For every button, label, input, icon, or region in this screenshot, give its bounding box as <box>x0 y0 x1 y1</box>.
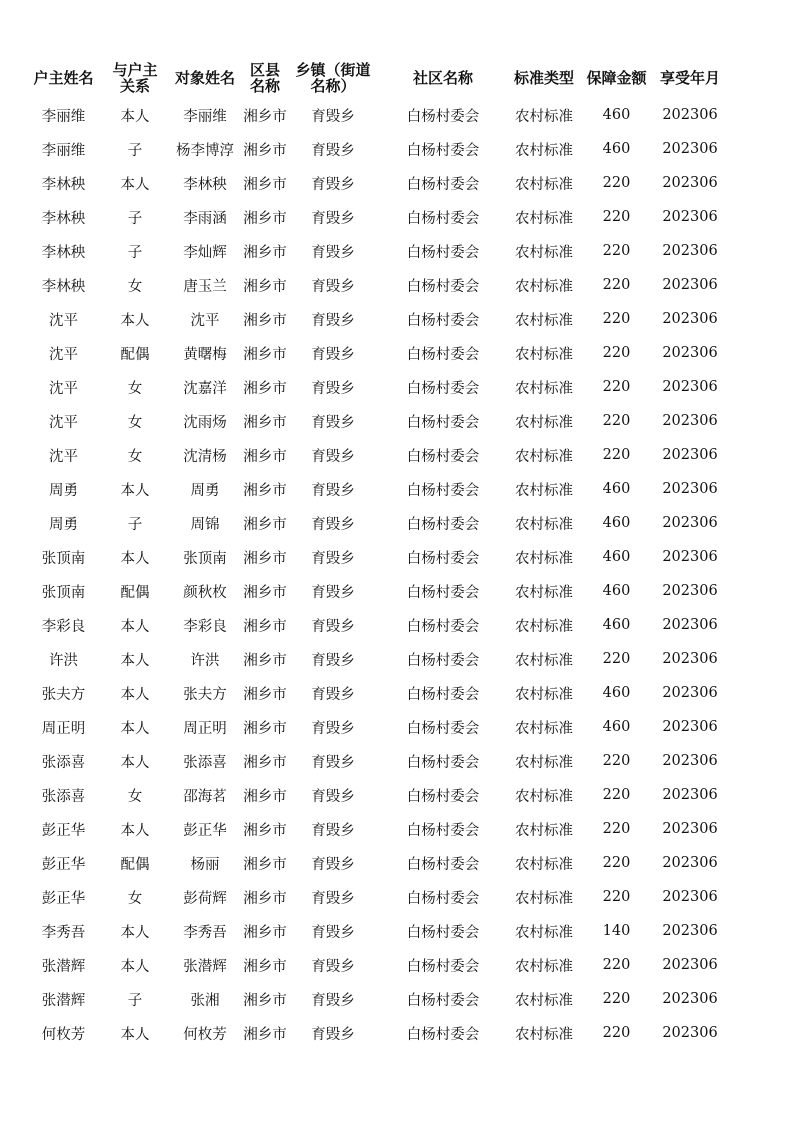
amount-cell: 220 <box>602 787 631 803</box>
person-name-cell: 沈嘉洋 <box>183 380 227 397</box>
amount-cell: 460 <box>602 141 631 157</box>
table-row <box>26 982 726 1016</box>
month-cell: 202306 <box>662 175 718 191</box>
standard-type-cell: 农村标准 <box>515 958 573 975</box>
standard-type-cell: 农村标准 <box>515 788 573 805</box>
month-cell: 202306 <box>662 141 718 157</box>
standard-type-cell: 农村标准 <box>515 108 573 125</box>
town-cell: 育毁乡 <box>311 924 355 941</box>
county-cell: 湘乡市 <box>243 618 287 635</box>
person-name-cell: 张夫方 <box>183 686 227 703</box>
relation-cell: 本人 <box>120 1026 150 1043</box>
table-row <box>26 744 726 778</box>
standard-type-cell: 农村标准 <box>515 924 573 941</box>
table-row <box>26 98 726 132</box>
relation-cell: 女 <box>127 380 143 397</box>
household-name-cell: 李林秧 <box>41 210 86 227</box>
standard-type-cell: 农村标准 <box>515 312 573 329</box>
relation-cell: 子 <box>127 516 143 533</box>
household-name-cell: 李彩良 <box>41 618 86 635</box>
person-name-cell: 杨李博淳 <box>176 142 234 159</box>
household-name-cell: 沈平 <box>49 448 78 465</box>
household-name-cell: 沈平 <box>49 312 78 329</box>
household-name-cell: 彭正华 <box>41 856 86 873</box>
amount-cell: 460 <box>602 481 631 497</box>
header-month: 享受年月 <box>659 69 720 87</box>
relation-cell: 本人 <box>120 754 150 771</box>
relation-cell: 女 <box>127 448 143 465</box>
header-town: 乡镇（街道 名称） <box>295 61 371 95</box>
table-row <box>26 608 726 642</box>
month-cell: 202306 <box>662 481 718 497</box>
table-row <box>26 370 726 404</box>
town-cell: 育毁乡 <box>311 244 355 261</box>
table-header <box>26 58 726 98</box>
person-name-cell: 沈清杨 <box>183 448 227 465</box>
community-cell: 白杨村委会 <box>406 516 480 533</box>
household-name-cell: 沈平 <box>49 380 78 397</box>
header-county: 区县 名称 <box>249 61 280 95</box>
relation-cell: 本人 <box>120 108 150 125</box>
standard-type-cell: 农村标准 <box>515 414 573 431</box>
county-cell: 湘乡市 <box>243 108 287 125</box>
amount-cell: 220 <box>602 855 631 871</box>
amount-cell: 220 <box>602 311 631 327</box>
standard-type-cell: 农村标准 <box>515 210 573 227</box>
county-cell: 湘乡市 <box>243 550 287 567</box>
month-cell: 202306 <box>662 651 718 667</box>
standard-type-cell: 农村标准 <box>515 482 573 499</box>
standard-type-cell: 农村标准 <box>515 516 573 533</box>
amount-cell: 220 <box>602 243 631 259</box>
standard-type-cell: 农村标准 <box>515 720 573 737</box>
household-name-cell: 李丽维 <box>41 108 86 125</box>
town-cell: 育毁乡 <box>311 618 355 635</box>
month-cell: 202306 <box>662 787 718 803</box>
relation-cell: 本人 <box>120 924 150 941</box>
person-name-cell: 许洪 <box>190 652 220 669</box>
person-name-cell: 唐玉兰 <box>183 278 227 295</box>
table-row <box>26 268 726 302</box>
month-cell: 202306 <box>662 345 718 361</box>
relation-cell: 子 <box>127 244 143 261</box>
person-name-cell: 颜秋枚 <box>183 584 227 601</box>
county-cell: 湘乡市 <box>243 312 287 329</box>
household-name-cell: 李丽维 <box>41 142 86 159</box>
community-cell: 白杨村委会 <box>406 244 480 261</box>
month-cell: 202306 <box>662 719 718 735</box>
month-cell: 202306 <box>662 243 718 259</box>
community-cell: 白杨村委会 <box>406 550 480 567</box>
amount-cell: 220 <box>602 957 631 973</box>
month-cell: 202306 <box>662 107 718 123</box>
month-cell: 202306 <box>662 447 718 463</box>
community-cell: 白杨村委会 <box>406 278 480 295</box>
household-name-cell: 张顶南 <box>41 550 86 567</box>
household-name-cell: 周正明 <box>41 720 86 737</box>
table-row <box>26 846 726 880</box>
household-name-cell: 沈平 <box>49 346 78 363</box>
amount-cell: 220 <box>602 345 631 361</box>
standard-type-cell: 农村标准 <box>515 992 573 1009</box>
table-row <box>26 472 726 506</box>
month-cell: 202306 <box>662 685 718 701</box>
amount-cell: 460 <box>602 107 631 123</box>
standard-type-cell: 农村标准 <box>515 618 573 635</box>
household-name-cell: 周勇 <box>49 482 78 499</box>
relation-cell: 本人 <box>120 652 150 669</box>
town-cell: 育毁乡 <box>311 720 355 737</box>
standard-type-cell: 农村标准 <box>515 278 573 295</box>
amount-cell: 220 <box>602 277 631 293</box>
table-row <box>26 166 726 200</box>
month-cell: 202306 <box>662 277 718 293</box>
amount-cell: 220 <box>602 379 631 395</box>
person-name-cell: 张湘 <box>190 992 220 1009</box>
county-cell: 湘乡市 <box>243 890 287 907</box>
table-row <box>26 438 726 472</box>
standard-type-cell: 农村标准 <box>515 346 573 363</box>
month-cell: 202306 <box>662 209 718 225</box>
table-row <box>26 676 726 710</box>
household-name-cell: 彭正华 <box>41 822 86 839</box>
community-cell: 白杨村委会 <box>406 686 480 703</box>
county-cell: 湘乡市 <box>243 652 287 669</box>
amount-cell: 220 <box>602 651 631 667</box>
person-name-cell: 周正明 <box>183 720 227 737</box>
community-cell: 白杨村委会 <box>406 414 480 431</box>
person-name-cell: 沈雨炀 <box>183 414 227 431</box>
person-name-cell: 周锦 <box>190 516 220 533</box>
community-cell: 白杨村委会 <box>406 958 480 975</box>
standard-type-cell: 农村标准 <box>515 686 573 703</box>
community-cell: 白杨村委会 <box>406 754 480 771</box>
month-cell: 202306 <box>662 855 718 871</box>
table-row <box>26 710 726 744</box>
standard-type-cell: 农村标准 <box>515 380 573 397</box>
table-row <box>26 778 726 812</box>
header-amount: 保障金额 <box>586 69 647 87</box>
household-name-cell: 张顶南 <box>41 584 86 601</box>
town-cell: 育毁乡 <box>311 414 355 431</box>
county-cell: 湘乡市 <box>243 346 287 363</box>
community-cell: 白杨村委会 <box>406 142 480 159</box>
person-name-cell: 周勇 <box>190 482 220 499</box>
relation-cell: 本人 <box>120 822 150 839</box>
relation-cell: 子 <box>127 210 143 227</box>
table-row <box>26 812 726 846</box>
header-person-name: 对象姓名 <box>174 69 235 87</box>
household-name-cell: 李秀吾 <box>41 924 86 941</box>
standard-type-cell: 农村标准 <box>515 1026 573 1043</box>
table-row <box>26 642 726 676</box>
county-cell: 湘乡市 <box>243 244 287 261</box>
household-name-cell: 张夫方 <box>41 686 86 703</box>
person-name-cell: 沈平 <box>190 312 220 329</box>
person-name-cell: 李秀吾 <box>183 924 227 941</box>
amount-cell: 460 <box>602 617 631 633</box>
relation-cell: 女 <box>127 788 143 805</box>
community-cell: 白杨村委会 <box>406 720 480 737</box>
header-household-name: 户主姓名 <box>33 69 94 87</box>
community-cell: 白杨村委会 <box>406 890 480 907</box>
household-name-cell: 张添喜 <box>41 788 86 805</box>
person-name-cell: 张顶南 <box>183 550 227 567</box>
month-cell: 202306 <box>662 991 718 1007</box>
person-name-cell: 张潜辉 <box>183 958 227 975</box>
community-cell: 白杨村委会 <box>406 924 480 941</box>
community-cell: 白杨村委会 <box>406 448 480 465</box>
amount-cell: 220 <box>602 991 631 1007</box>
month-cell: 202306 <box>662 311 718 327</box>
county-cell: 湘乡市 <box>243 686 287 703</box>
town-cell: 育毁乡 <box>311 448 355 465</box>
relation-cell: 配偶 <box>120 584 150 601</box>
town-cell: 育毁乡 <box>311 754 355 771</box>
household-name-cell: 许洪 <box>49 652 78 669</box>
month-cell: 202306 <box>662 821 718 837</box>
community-cell: 白杨村委会 <box>406 210 480 227</box>
assistance-table <box>26 58 726 1050</box>
relation-cell: 本人 <box>120 618 150 635</box>
amount-cell: 460 <box>602 583 631 599</box>
community-cell: 白杨村委会 <box>406 788 480 805</box>
month-cell: 202306 <box>662 549 718 565</box>
amount-cell: 460 <box>602 719 631 735</box>
month-cell: 202306 <box>662 753 718 769</box>
month-cell: 202306 <box>662 379 718 395</box>
county-cell: 湘乡市 <box>243 1026 287 1043</box>
header-community: 社区名称 <box>412 69 473 87</box>
county-cell: 湘乡市 <box>243 754 287 771</box>
household-name-cell: 李林秧 <box>41 244 86 261</box>
month-cell: 202306 <box>662 1025 718 1041</box>
relation-cell: 配偶 <box>120 856 150 873</box>
county-cell: 湘乡市 <box>243 448 287 465</box>
county-cell: 湘乡市 <box>243 822 287 839</box>
relation-cell: 本人 <box>120 176 150 193</box>
community-cell: 白杨村委会 <box>406 108 480 125</box>
household-name-cell: 张潜辉 <box>41 958 86 975</box>
table-row <box>26 506 726 540</box>
person-name-cell: 李灿辉 <box>183 244 227 261</box>
person-name-cell: 李雨涵 <box>183 210 227 227</box>
amount-cell: 220 <box>602 1025 631 1041</box>
table-row <box>26 948 726 982</box>
amount-cell: 220 <box>602 889 631 905</box>
amount-cell: 460 <box>602 549 631 565</box>
community-cell: 白杨村委会 <box>406 652 480 669</box>
relation-cell: 本人 <box>120 312 150 329</box>
standard-type-cell: 农村标准 <box>515 822 573 839</box>
town-cell: 育毁乡 <box>311 958 355 975</box>
relation-cell: 女 <box>127 278 143 295</box>
household-name-cell: 张潜辉 <box>41 992 86 1009</box>
town-cell: 育毁乡 <box>311 856 355 873</box>
person-name-cell: 张添喜 <box>183 754 227 771</box>
table-row <box>26 234 726 268</box>
town-cell: 育毁乡 <box>311 822 355 839</box>
county-cell: 湘乡市 <box>243 856 287 873</box>
relation-cell: 本人 <box>120 550 150 567</box>
table-row <box>26 132 726 166</box>
town-cell: 育毁乡 <box>311 584 355 601</box>
person-name-cell: 李丽维 <box>183 108 227 125</box>
county-cell: 湘乡市 <box>243 210 287 227</box>
amount-cell: 460 <box>602 685 631 701</box>
town-cell: 育毁乡 <box>311 346 355 363</box>
community-cell: 白杨村委会 <box>406 380 480 397</box>
month-cell: 202306 <box>662 957 718 973</box>
county-cell: 湘乡市 <box>243 482 287 499</box>
standard-type-cell: 农村标准 <box>515 856 573 873</box>
month-cell: 202306 <box>662 515 718 531</box>
town-cell: 育毁乡 <box>311 278 355 295</box>
standard-type-cell: 农村标准 <box>515 142 573 159</box>
town-cell: 育毁乡 <box>311 108 355 125</box>
county-cell: 湘乡市 <box>243 720 287 737</box>
table-row <box>26 336 726 370</box>
amount-cell: 220 <box>602 209 631 225</box>
town-cell: 育毁乡 <box>311 210 355 227</box>
town-cell: 育毁乡 <box>311 176 355 193</box>
standard-type-cell: 农村标准 <box>515 176 573 193</box>
month-cell: 202306 <box>662 583 718 599</box>
household-name-cell: 沈平 <box>49 414 78 431</box>
standard-type-cell: 农村标准 <box>515 754 573 771</box>
household-name-cell: 何枚芳 <box>41 1026 86 1043</box>
community-cell: 白杨村委会 <box>406 482 480 499</box>
amount-cell: 220 <box>602 175 631 191</box>
relation-cell: 女 <box>127 890 143 907</box>
header-standard-type: 标准类型 <box>513 69 574 87</box>
town-cell: 育毁乡 <box>311 652 355 669</box>
amount-cell: 140 <box>602 923 631 939</box>
county-cell: 湘乡市 <box>243 278 287 295</box>
table-body <box>26 98 726 1050</box>
standard-type-cell: 农村标准 <box>515 550 573 567</box>
table-row <box>26 404 726 438</box>
community-cell: 白杨村委会 <box>406 618 480 635</box>
table-row <box>26 302 726 336</box>
header-row <box>26 58 726 98</box>
standard-type-cell: 农村标准 <box>515 244 573 261</box>
person-name-cell: 黄曙梅 <box>183 346 227 363</box>
county-cell: 湘乡市 <box>243 516 287 533</box>
person-name-cell: 彭荷辉 <box>183 890 227 907</box>
community-cell: 白杨村委会 <box>406 992 480 1009</box>
table-row <box>26 574 726 608</box>
town-cell: 育毁乡 <box>311 992 355 1009</box>
person-name-cell: 彭正华 <box>183 822 227 839</box>
county-cell: 湘乡市 <box>243 958 287 975</box>
community-cell: 白杨村委会 <box>406 176 480 193</box>
town-cell: 育毁乡 <box>311 482 355 499</box>
relation-cell: 本人 <box>120 958 150 975</box>
table-row <box>26 1016 726 1050</box>
month-cell: 202306 <box>662 923 718 939</box>
table-row <box>26 914 726 948</box>
amount-cell: 220 <box>602 753 631 769</box>
standard-type-cell: 农村标准 <box>515 584 573 601</box>
household-name-cell: 李林秧 <box>41 176 86 193</box>
table-row <box>26 880 726 914</box>
relation-cell: 子 <box>127 142 143 159</box>
person-name-cell: 杨丽 <box>190 856 220 873</box>
community-cell: 白杨村委会 <box>406 312 480 329</box>
month-cell: 202306 <box>662 413 718 429</box>
county-cell: 湘乡市 <box>243 992 287 1009</box>
town-cell: 育毁乡 <box>311 312 355 329</box>
town-cell: 育毁乡 <box>311 1026 355 1043</box>
relation-cell: 子 <box>127 992 143 1009</box>
relation-cell: 本人 <box>120 686 150 703</box>
county-cell: 湘乡市 <box>243 176 287 193</box>
month-cell: 202306 <box>662 617 718 633</box>
county-cell: 湘乡市 <box>243 380 287 397</box>
community-cell: 白杨村委会 <box>406 346 480 363</box>
county-cell: 湘乡市 <box>243 142 287 159</box>
county-cell: 湘乡市 <box>243 924 287 941</box>
town-cell: 育毁乡 <box>311 142 355 159</box>
county-cell: 湘乡市 <box>243 788 287 805</box>
relation-cell: 本人 <box>120 720 150 737</box>
standard-type-cell: 农村标准 <box>515 448 573 465</box>
town-cell: 育毁乡 <box>311 550 355 567</box>
relation-cell: 配偶 <box>120 346 150 363</box>
household-name-cell: 周勇 <box>49 516 78 533</box>
amount-cell: 220 <box>602 413 631 429</box>
person-name-cell: 邵海茗 <box>183 788 227 805</box>
standard-type-cell: 农村标准 <box>515 890 573 907</box>
household-name-cell: 李林秧 <box>41 278 86 295</box>
amount-cell: 220 <box>602 821 631 837</box>
header-relation: 与户主 关系 <box>112 61 158 95</box>
household-name-cell: 彭正华 <box>41 890 86 907</box>
relation-cell: 女 <box>127 414 143 431</box>
community-cell: 白杨村委会 <box>406 822 480 839</box>
town-cell: 育毁乡 <box>311 788 355 805</box>
household-name-cell: 张添喜 <box>41 754 86 771</box>
town-cell: 育毁乡 <box>311 890 355 907</box>
person-name-cell: 李彩良 <box>183 618 227 635</box>
town-cell: 育毁乡 <box>311 686 355 703</box>
person-name-cell: 何枚芳 <box>183 1026 227 1043</box>
county-cell: 湘乡市 <box>243 584 287 601</box>
month-cell: 202306 <box>662 889 718 905</box>
amount-cell: 220 <box>602 447 631 463</box>
county-cell: 湘乡市 <box>243 414 287 431</box>
standard-type-cell: 农村标准 <box>515 652 573 669</box>
community-cell: 白杨村委会 <box>406 856 480 873</box>
town-cell: 育毁乡 <box>311 380 355 397</box>
community-cell: 白杨村委会 <box>406 1026 480 1043</box>
amount-cell: 460 <box>602 515 631 531</box>
town-cell: 育毁乡 <box>311 516 355 533</box>
table-row <box>26 200 726 234</box>
relation-cell: 本人 <box>120 482 150 499</box>
person-name-cell: 李林秧 <box>183 176 227 193</box>
community-cell: 白杨村委会 <box>406 584 480 601</box>
table-row <box>26 540 726 574</box>
